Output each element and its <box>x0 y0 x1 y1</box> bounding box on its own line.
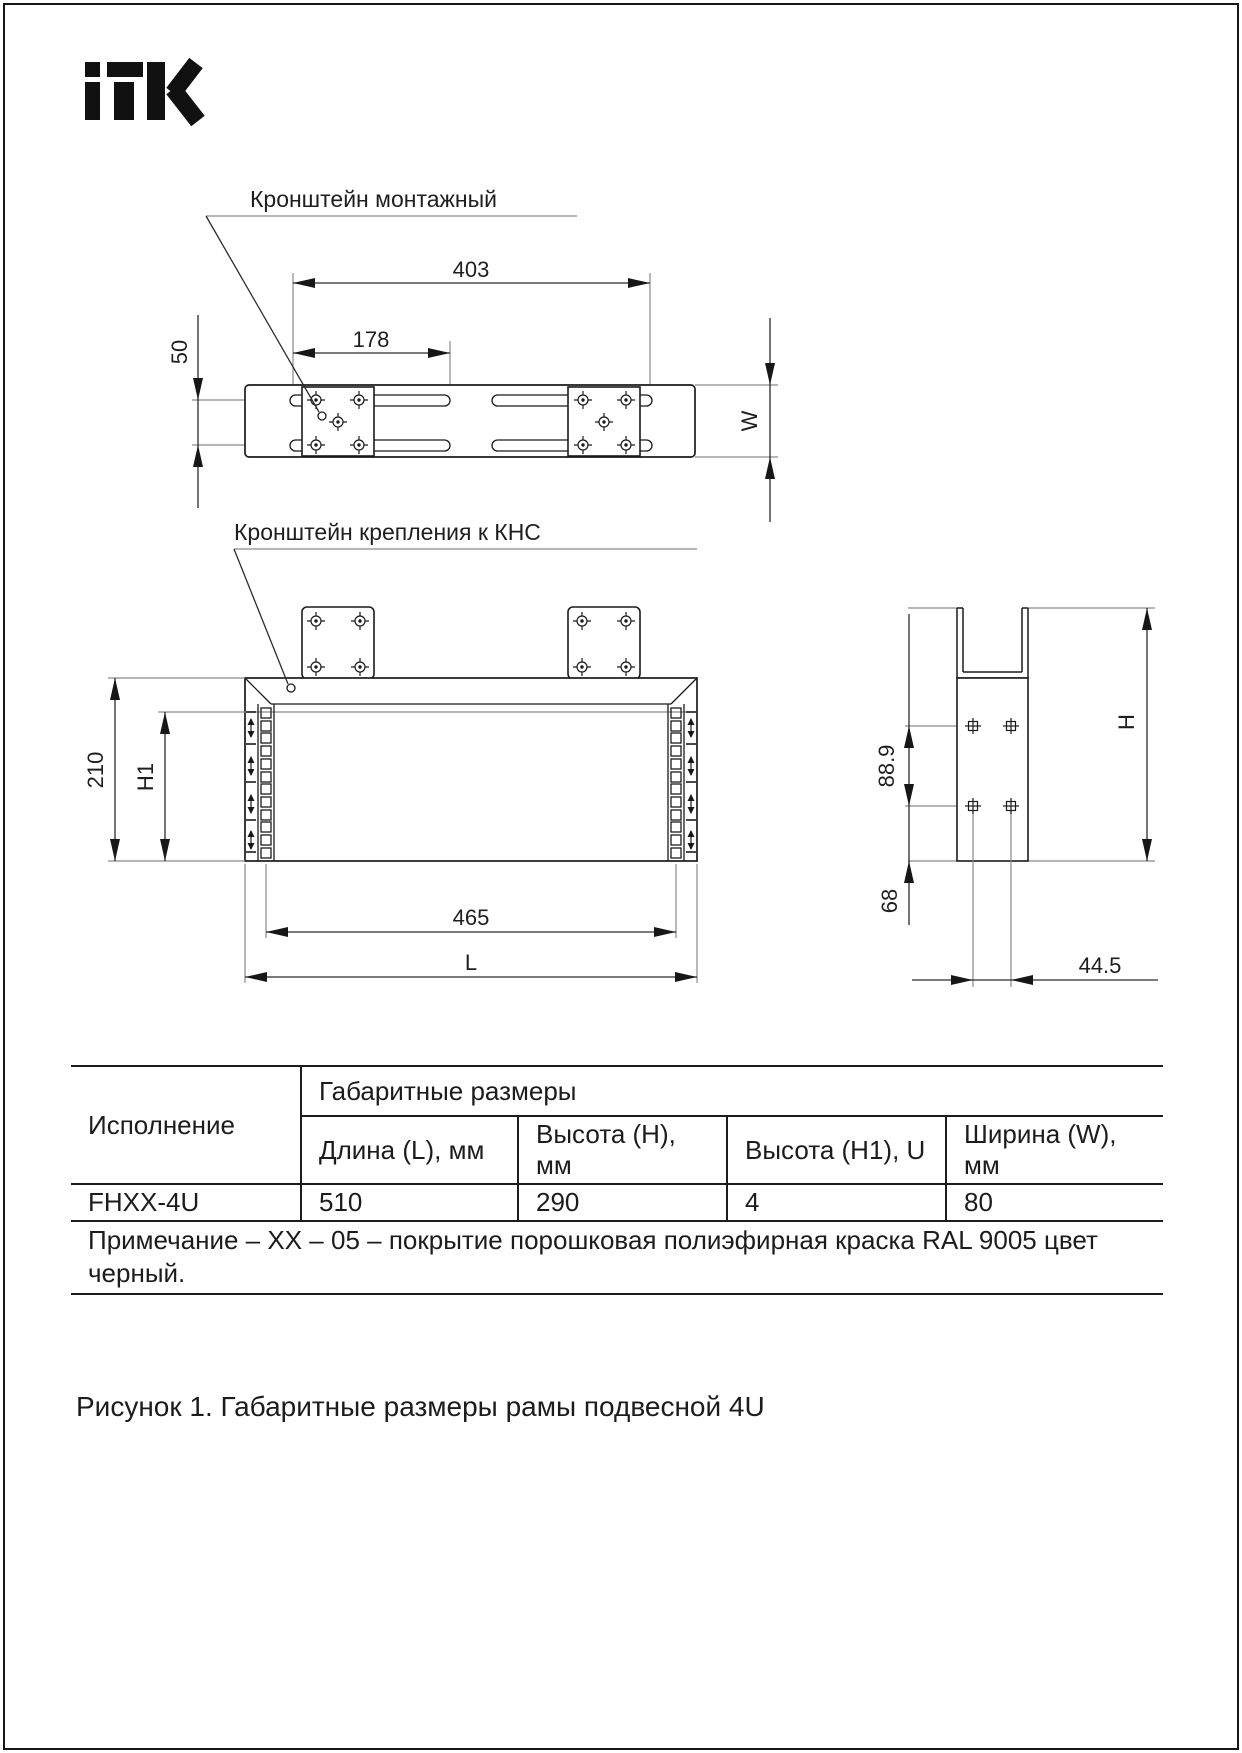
column-header-execution: Исполнение <box>71 1066 301 1184</box>
cell-height-h1: 4 <box>727 1184 946 1221</box>
callout-kns-bracket-label: Кронштейн крепления к КНС <box>234 519 541 545</box>
side-view <box>874 608 1158 987</box>
itk-logo <box>85 62 198 121</box>
dim-403 <box>293 257 650 288</box>
front-view <box>83 519 697 983</box>
dim-465-label: 465 <box>452 905 490 930</box>
dim-h <box>1114 608 1152 861</box>
column-header-group: Габаритные размеры <box>301 1066 1163 1116</box>
side-plate <box>957 678 1028 861</box>
top-view <box>167 186 778 522</box>
leader-dot <box>287 684 295 692</box>
dim-l-label: L <box>464 950 478 975</box>
dim-w-label: W <box>737 410 762 432</box>
cell-length: 510 <box>301 1184 518 1221</box>
dim-50 <box>167 315 203 508</box>
dim-210-label: 210 <box>83 751 108 789</box>
dim-h-label: H <box>1114 714 1139 730</box>
cell-height-h: 290 <box>518 1184 727 1221</box>
column-header-height-h1: Высота (H1), U <box>727 1116 946 1184</box>
cell-model: FHXX-4U <box>71 1184 301 1221</box>
dim-889-label: 88.9 <box>874 744 899 788</box>
dim-68-label: 68 <box>877 888 902 914</box>
mounting-plate-right <box>568 387 640 456</box>
dimensions-table <box>71 1065 1163 1295</box>
channel-profile <box>957 608 1028 678</box>
dim-h1-label: H1 <box>133 762 158 792</box>
dim-465 <box>266 905 676 937</box>
column-header-length: Длина (L), мм <box>301 1116 518 1184</box>
dim-178 <box>293 327 450 358</box>
frame-body <box>245 678 697 861</box>
figure-caption: Рисунок 1. Габаритные размеры рамы подвесной 4U <box>76 1391 765 1422</box>
dim-403-label: 403 <box>452 257 490 282</box>
dim-210 <box>83 678 120 861</box>
table-row <box>71 1184 1163 1221</box>
dim-445 <box>912 953 1158 985</box>
dim-w <box>737 318 775 522</box>
dim-50-label: 50 <box>167 339 192 365</box>
table-note-row <box>71 1221 1163 1294</box>
column-header-height-h: Высота (H), мм <box>518 1116 727 1184</box>
table-note: Примечание – XX – 05 – покрытие порошковая полиэфирная краска RAL 9005 цвет черный. <box>71 1221 1163 1294</box>
dim-445-label: 44.5 <box>1078 953 1122 978</box>
dim-l <box>245 950 697 982</box>
kns-tab-left <box>302 607 374 679</box>
column-header-width-w: Ширина (W), мм <box>946 1116 1163 1184</box>
cell-width-w: 80 <box>946 1184 1163 1221</box>
callout-mounting-bracket-label: Кронштейн монтажный <box>250 186 497 212</box>
table-row <box>71 1066 1163 1116</box>
mounting-plate-left <box>302 387 374 456</box>
dim-889-68 <box>874 614 914 925</box>
kns-tab-right <box>568 607 640 679</box>
dim-h1 <box>133 712 170 861</box>
leader-dot <box>318 412 326 420</box>
dim-178-label: 178 <box>352 327 390 352</box>
